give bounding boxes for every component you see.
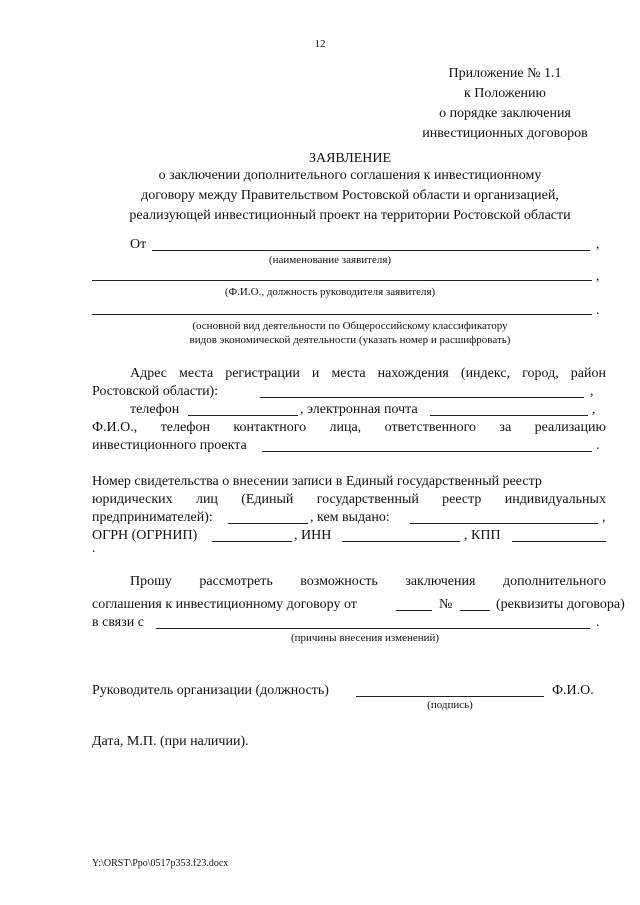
registry-period: . — [92, 541, 96, 556]
phone-label: телефон — [130, 402, 180, 417]
contract-number-field[interactable] — [460, 610, 490, 611]
applicant-head-field[interactable] — [92, 280, 592, 281]
from-label: От — [130, 237, 147, 252]
appendix-line-3: о порядке заключения — [439, 106, 571, 121]
fio-label: Ф.И.О. — [552, 683, 594, 698]
page-number: 12 — [314, 38, 326, 50]
subtitle-line-3: реализующей инвестиционный проект на территории Ростовской области — [129, 208, 571, 223]
subtitle-line-2: договору между Правительством Ростовской области и организацией, — [141, 188, 559, 203]
address-word: Адрес — [130, 366, 168, 381]
address-word: места — [331, 366, 366, 381]
contract-details-hint: (реквизиты договора) — [496, 597, 625, 612]
registry-line-3-prefix: предпринимателей): — [92, 510, 213, 525]
hint-signature: (подпись) — [427, 699, 473, 711]
appendix-line-1: Приложение № 1.1 — [448, 66, 562, 81]
hint-applicant-head: (Ф.И.О., должность руководителя заявителя) — [224, 286, 436, 298]
address-line-1 — [130, 365, 606, 382]
head-of-organization-label: Руководитель организации (должность) — [92, 683, 329, 698]
registry-word: лиц — [195, 492, 218, 507]
registry-line-2 — [92, 491, 606, 508]
address-word: регистрации — [225, 366, 300, 381]
inn-label: , ИНН — [294, 528, 332, 543]
registry-word: государственный — [316, 492, 419, 507]
hint-activity-1: (основной вид деятельности по Общероссийскому классификатору — [192, 320, 508, 332]
address-word: район — [570, 366, 606, 381]
request-word: Прошу — [130, 574, 172, 589]
contact-line-2-prefix: инвестиционного проекта — [92, 438, 247, 453]
request-word: возможность — [300, 574, 378, 589]
kpp-field[interactable] — [512, 541, 606, 542]
activity-period: . — [596, 303, 600, 318]
request-line-2-prefix: соглашения к инвестиционному договору от — [92, 597, 357, 612]
registry-line-1: Номер свидетельства о внесении записи в Единый государственный реестр — [92, 474, 542, 489]
address-line-2-suffix: , — [590, 384, 594, 399]
change-reasons-field[interactable] — [156, 628, 590, 629]
address-field[interactable] — [260, 397, 584, 398]
footer-file-path: Y:\ORST\Ppo\0517p353.f23.docx — [92, 858, 229, 869]
contact-word: контактного — [233, 420, 307, 435]
registry-word: (Единый — [241, 492, 294, 507]
contact-word: ответственного — [384, 420, 477, 435]
signature-field[interactable] — [356, 696, 544, 697]
document-subtitle — [40, 166, 640, 226]
date-stamp-line: Дата, М.П. (при наличии). — [92, 734, 249, 749]
ogrn-label: ОГРН (ОГРНИП) — [92, 528, 198, 543]
address-word: нахождения — [377, 366, 449, 381]
email-field[interactable] — [430, 415, 588, 416]
registry-word: реестр — [442, 492, 482, 507]
contact-word: лица, — [329, 420, 362, 435]
appendix-line-4: инвестиционных договоров — [422, 126, 588, 141]
contract-date-field[interactable] — [396, 610, 432, 611]
hint-activity-2: видов экономической деятельности (указать номер и расшифровать) — [189, 334, 511, 346]
contact-person-field[interactable] — [262, 451, 592, 452]
contact-word: реализацию — [534, 420, 606, 435]
address-word: (индекс, — [460, 366, 511, 381]
address-word: и — [311, 366, 320, 381]
head-comma: , — [596, 269, 600, 284]
contact-word: Ф.И.О., — [92, 420, 138, 435]
email-label: , электронная почта — [300, 402, 418, 417]
certificate-number-field[interactable] — [228, 523, 308, 524]
appendix-line-2: к Положению — [463, 86, 546, 101]
address-word: город, — [522, 366, 559, 381]
contact-word: за — [499, 420, 512, 435]
registry-word: индивидуальных — [504, 492, 606, 507]
from-comma: , — [596, 237, 600, 252]
address-line-2-prefix: Ростовской области): — [92, 384, 219, 399]
inn-field[interactable] — [342, 541, 460, 542]
hint-change-reasons: (причины внесения изменений) — [290, 632, 440, 644]
contact-line-2-suffix: . — [596, 438, 600, 453]
issued-by-label: , кем выдано: — [310, 510, 390, 525]
main-activity-field[interactable] — [92, 314, 592, 315]
issued-by-field[interactable] — [410, 523, 598, 524]
hint-applicant-name: (наименование заявителя) — [268, 254, 392, 266]
contact-word: телефон — [160, 420, 210, 435]
applicant-name-field[interactable] — [152, 250, 590, 251]
request-line-3-suffix: . — [596, 615, 600, 630]
registry-word: юридических — [92, 492, 173, 507]
subtitle-line-1: о заключении дополнительного соглашения к инвестиционному — [158, 168, 542, 183]
request-word: дополнительного — [502, 574, 606, 589]
phone-field[interactable] — [188, 415, 298, 416]
appendix-block — [410, 64, 600, 144]
document-title: ЗАЯВЛЕНИЕ — [308, 151, 392, 166]
ogrn-field[interactable] — [212, 541, 292, 542]
request-line-3-prefix: в связи с — [92, 615, 144, 630]
kpp-label: , КПП — [464, 528, 501, 543]
email-suffix: , — [592, 402, 596, 417]
address-word: места — [179, 366, 214, 381]
number-sign: № — [439, 597, 453, 612]
request-word: заключения — [405, 574, 476, 589]
request-word: рассмотреть — [199, 574, 273, 589]
request-line-1 — [130, 573, 606, 590]
issued-by-suffix: , — [602, 510, 606, 525]
contact-line — [92, 419, 606, 436]
